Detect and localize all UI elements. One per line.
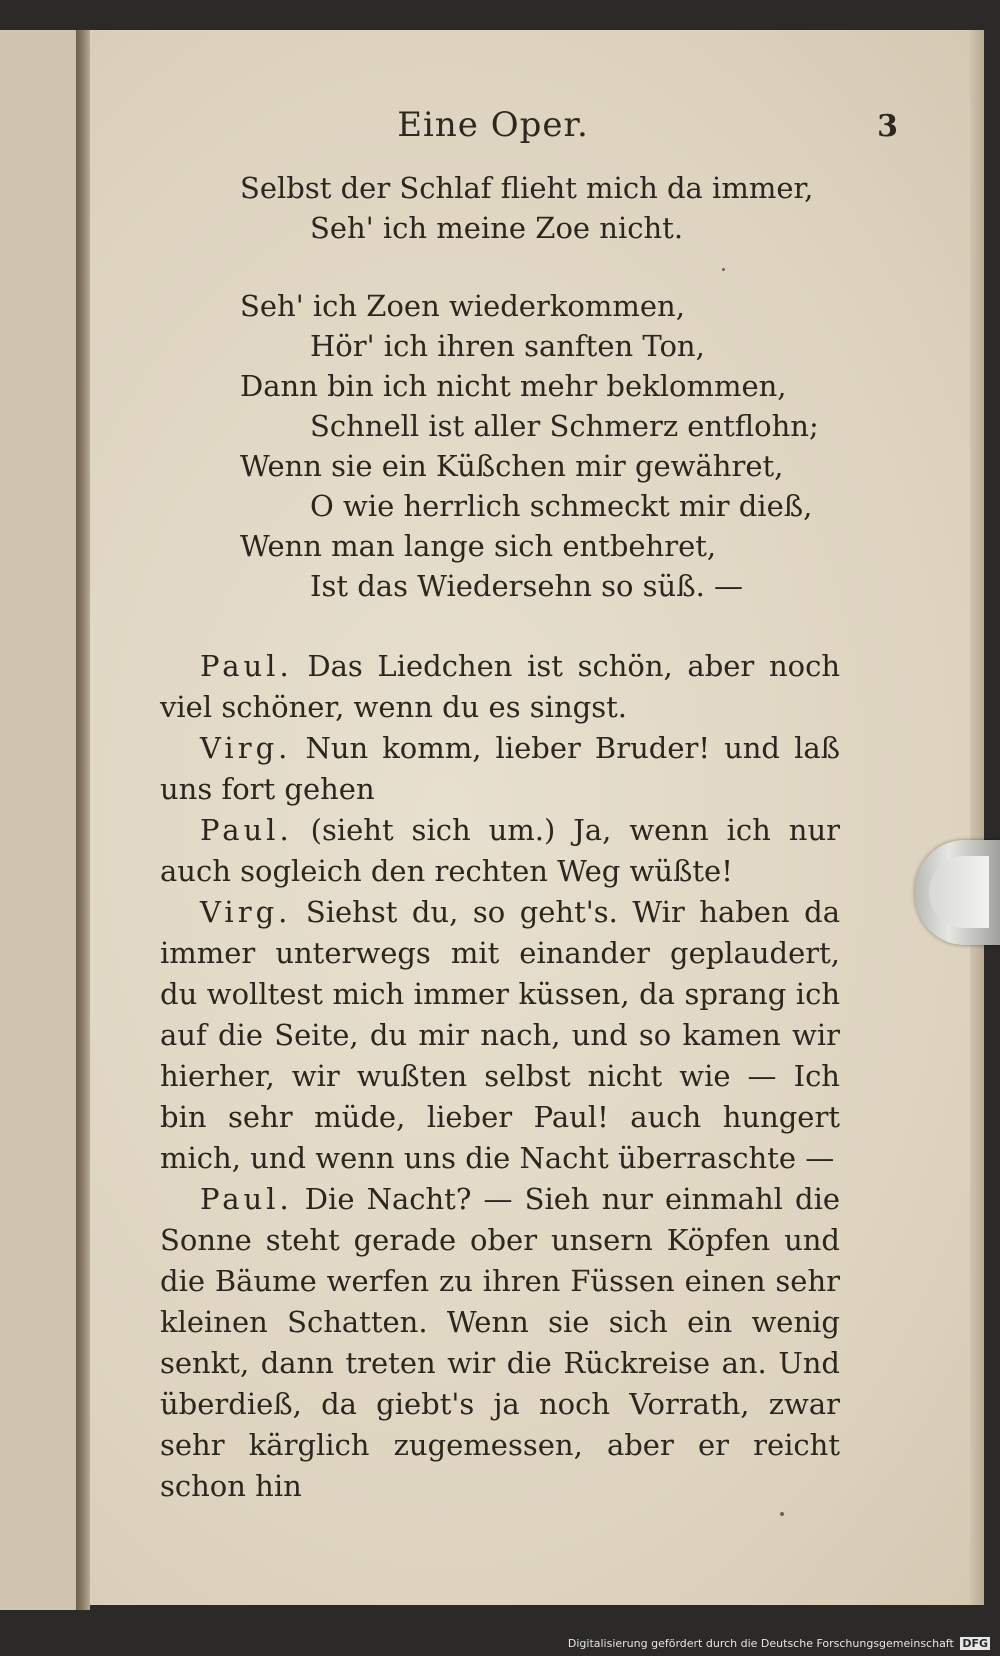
paper-speck (780, 1512, 784, 1516)
stanza (160, 286, 840, 606)
dialogue-paragraph (160, 810, 840, 892)
speaker-name: Paul. (200, 649, 293, 683)
dialogue-text: Das Liedchen ist schön, aber noch viel schöner, wenn du es singst. (160, 649, 841, 724)
stanza (160, 168, 840, 248)
verse-line: Ist das Wiedersehn so süß. — (310, 569, 744, 603)
paper-speck (722, 268, 725, 271)
dialogue-text: Nun komm, lieber Bruder! und laß uns fort gehen (160, 731, 841, 806)
credit-text: Digitalisierung gefördert durch die Deutsche Forschungsgemeinschaft (567, 1637, 954, 1650)
dialogue-paragraph (160, 892, 840, 1179)
speaker-name: Paul. (200, 813, 293, 847)
dialogue-text: Siehst du, so geht's. Wir haben da immer unterwegs mit einander geplaudert, du wolltest mich immer küssen, da sprang ich auf die Seite, du mir nach, und so kamen wir hierher, wir wußten selbst nicht wie — Ich bin sehr müde, lieber Paul! auch hungert mich, und wenn uns die Nacht überraschte — (160, 895, 841, 1175)
page-clip (915, 840, 1000, 945)
dialogue-paragraph (160, 728, 840, 810)
verse-line: Wenn sie ein Küßchen mir gewähret, (240, 449, 784, 483)
dialogue-paragraph (160, 646, 840, 728)
page-fore-edge (970, 30, 984, 1605)
page-number: 3 (877, 109, 898, 144)
verse-line: Hör' ich ihren sanften Ton, (310, 329, 705, 363)
digitization-credit (568, 1637, 990, 1650)
speaker-name: Virg. (200, 731, 292, 765)
verse-line: O wie herrlich schmeckt mir dieß, (310, 489, 813, 523)
speaker-name: Paul. (200, 1182, 293, 1216)
running-title: Eine Oper. (397, 105, 589, 145)
page-text (160, 168, 840, 1507)
verse-line: Schnell ist aller Schmerz entflohn; (310, 409, 819, 443)
dialogue-text: (sieht sich um.) Ja, wenn ich nur auch sogleich den rechten Weg wüßte! (160, 813, 841, 888)
speaker-name: Virg. (200, 895, 292, 929)
verse-line: Dann bin ich nicht mehr beklommen, (240, 369, 787, 403)
facing-page-edge (0, 30, 80, 1610)
dialogue-text: Die Nacht? — Sieh nur einmahl die Sonne steht gerade ober unsern Köpfen und die Bäume werfen zu ihren Füssen einen sehr kleinen Schatten. Wenn sie sich ein wenig senkt, dann treten wir die Rückreise an. Und überdieß, da giebt's ja noch Vorrath, zwar sehr kärglich zugemessen, aber er reicht schon hin (160, 1182, 841, 1503)
dialogue-paragraph (160, 1179, 840, 1507)
verse-line: Wenn man lange sich entbehret, (240, 529, 717, 563)
verse-line: Seh' ich meine Zoe nicht. (310, 211, 684, 245)
verse-line: Selbst der Schlaf flieht mich da immer, (240, 171, 814, 205)
dfg-logo: DFG (962, 1637, 988, 1650)
book-gutter (76, 30, 90, 1610)
verse-line: Seh' ich Zoen wiederkommen, (240, 289, 685, 323)
page-header (88, 95, 898, 155)
